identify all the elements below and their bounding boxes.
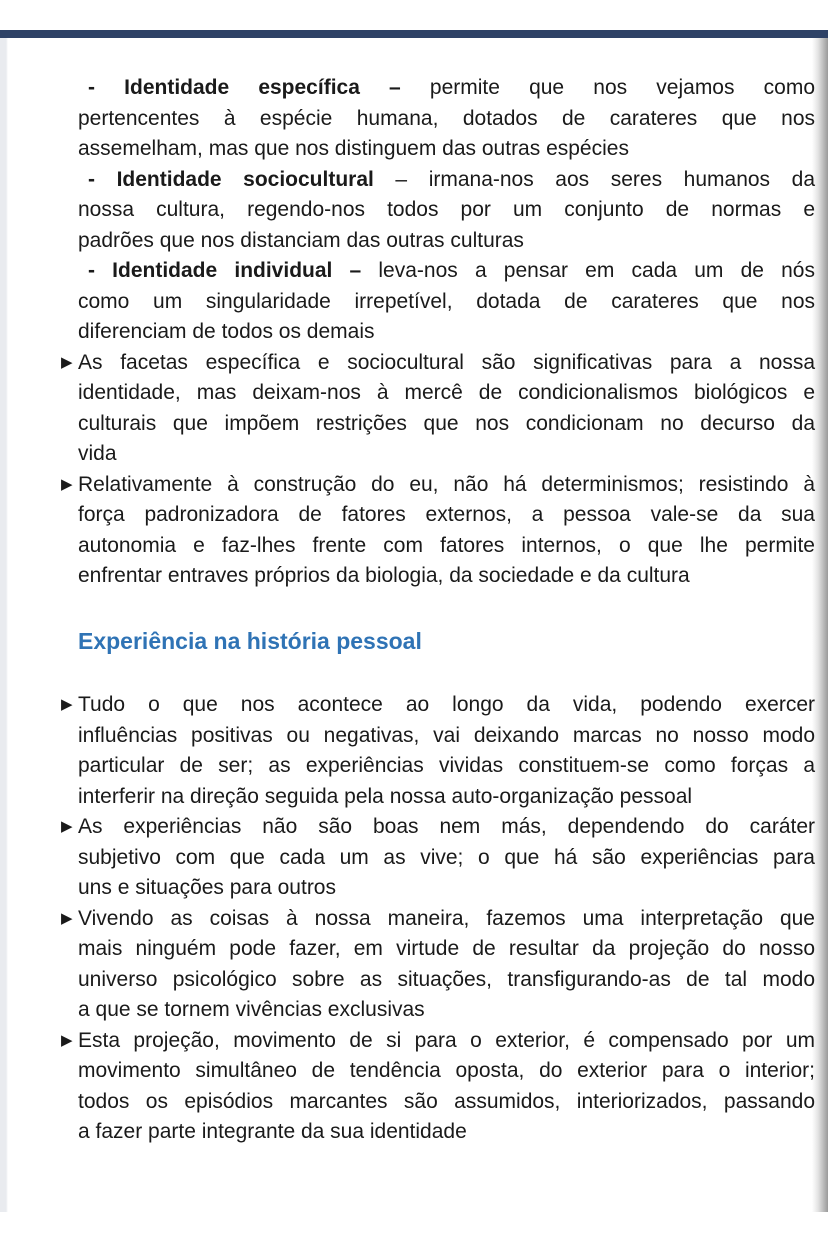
bullet-item: [61, 1026, 815, 1148]
right-triangle-icon: ▶: [61, 353, 73, 371]
text-line: universo psicológico sobre as situações, transfigurando-as de tal modo: [78, 967, 815, 991]
slide-top-bar: [0, 30, 828, 38]
text-line: todos os episódios marcantes são assumidos, interiorizados, passando: [78, 1089, 815, 1113]
text-line: assemelham, mas que nos distinguem das outras espécies: [78, 137, 629, 160]
bullet-list-identity: [61, 348, 815, 592]
right-triangle-icon: ▶: [61, 1031, 73, 1049]
identity-item: [78, 256, 815, 348]
text-line: a que se tornem vivências exclusivas: [78, 998, 425, 1021]
text-line: pertencentes à espécie humana, dotados de carateres que nos: [78, 106, 815, 130]
bullet-list-experience: [61, 690, 815, 1148]
identity-first-line: [78, 165, 815, 196]
text-line: As facetas específica e sociocultural são significativas para a nossa: [78, 350, 815, 374]
text-line: interferir na direção seguida pela nossa auto-organização pessoal: [78, 784, 693, 808]
text-line: movimento simultâneo de tendência oposta, do exterior para o interior;: [78, 1059, 815, 1082]
text-line: enfrentar entraves próprios da biologia, da sociedade e da cultura: [78, 564, 690, 587]
identity-term: - Identidade sociocultural: [88, 167, 374, 191]
identity-description: – irmana-nos aos seres humanos da: [373, 167, 815, 191]
identity-term: - Identidade individual –: [88, 259, 362, 282]
text-line: identidade, mas deixam-nos à mercê de condicionalismos biológicos e: [78, 381, 815, 404]
text-line: Relativamente à construção do eu, não há determinismos; resistindo à: [78, 472, 815, 496]
identity-description: leva-nos a pensar em cada um de nós: [361, 259, 815, 282]
identity-description: permite que nos vejamos como: [400, 76, 815, 99]
text-line: nossa cultura, regendo-nos todos por um conjunto de normas e: [78, 198, 815, 221]
identity-first-line: [78, 256, 815, 287]
text-line: diferenciam de todos os demais: [78, 320, 375, 343]
bullet-item: [61, 470, 815, 592]
identity-list: [78, 73, 815, 348]
text-line: a fazer parte integrante da sua identidade: [78, 1120, 467, 1143]
bullet-item: [61, 812, 815, 904]
text-line: autonomia e faz-lhes frente com fatores internos, o que lhe permite: [78, 533, 815, 557]
text-line: particular de ser; as experiências vividas constituem-se como forças a: [78, 754, 815, 777]
text-line: vida: [78, 442, 117, 465]
right-triangle-icon: ▶: [61, 696, 73, 713]
identity-item: [78, 165, 815, 257]
bullet-item: [61, 904, 815, 1026]
text-line: Esta projeção, movimento de si para o exterior, é compensado por um: [78, 1028, 815, 1052]
text-line: As experiências não são boas nem más, dependendo do caráter: [78, 815, 815, 838]
text-line: influências positivas ou negativas, vai deixando marcas no nosso modo: [78, 723, 815, 747]
right-triangle-icon: ▶: [61, 818, 73, 835]
identity-item: [78, 73, 815, 165]
text-line: como um singularidade irrepetível, dotada de carateres que nos: [78, 289, 815, 313]
text-line: Vivendo as coisas à nossa maneira, fazemos uma interpretação que: [78, 906, 815, 930]
identity-first-line: [78, 73, 815, 104]
text-line: culturais que impõem restrições que nos condicionam no decurso da: [78, 411, 815, 435]
text-line: subjetivo com que cada um as vive; o que há são experiências para: [78, 845, 815, 869]
text-line: força padronizadora de fatores externos, a pessoa vale-se da sua: [78, 503, 815, 526]
right-triangle-icon: ▶: [61, 909, 73, 927]
bullet-item: [61, 690, 815, 812]
bullet-item: [61, 348, 815, 470]
section-heading: Experiência na história pessoal: [78, 627, 422, 654]
text-line: mais ninguém pode fazer, em virtude de resultar da projeção do nosso: [78, 937, 815, 960]
right-triangle-icon: ▶: [61, 475, 73, 493]
text-line: uns e situações para outros: [78, 876, 336, 899]
slide-content: [61, 73, 815, 1148]
identity-term: - Identidade específica –: [88, 76, 401, 99]
text-line: Tudo o que nos acontece ao longo da vida, podendo exercer: [78, 693, 815, 716]
text-line: padrões que nos distanciam das outras culturas: [78, 228, 524, 252]
